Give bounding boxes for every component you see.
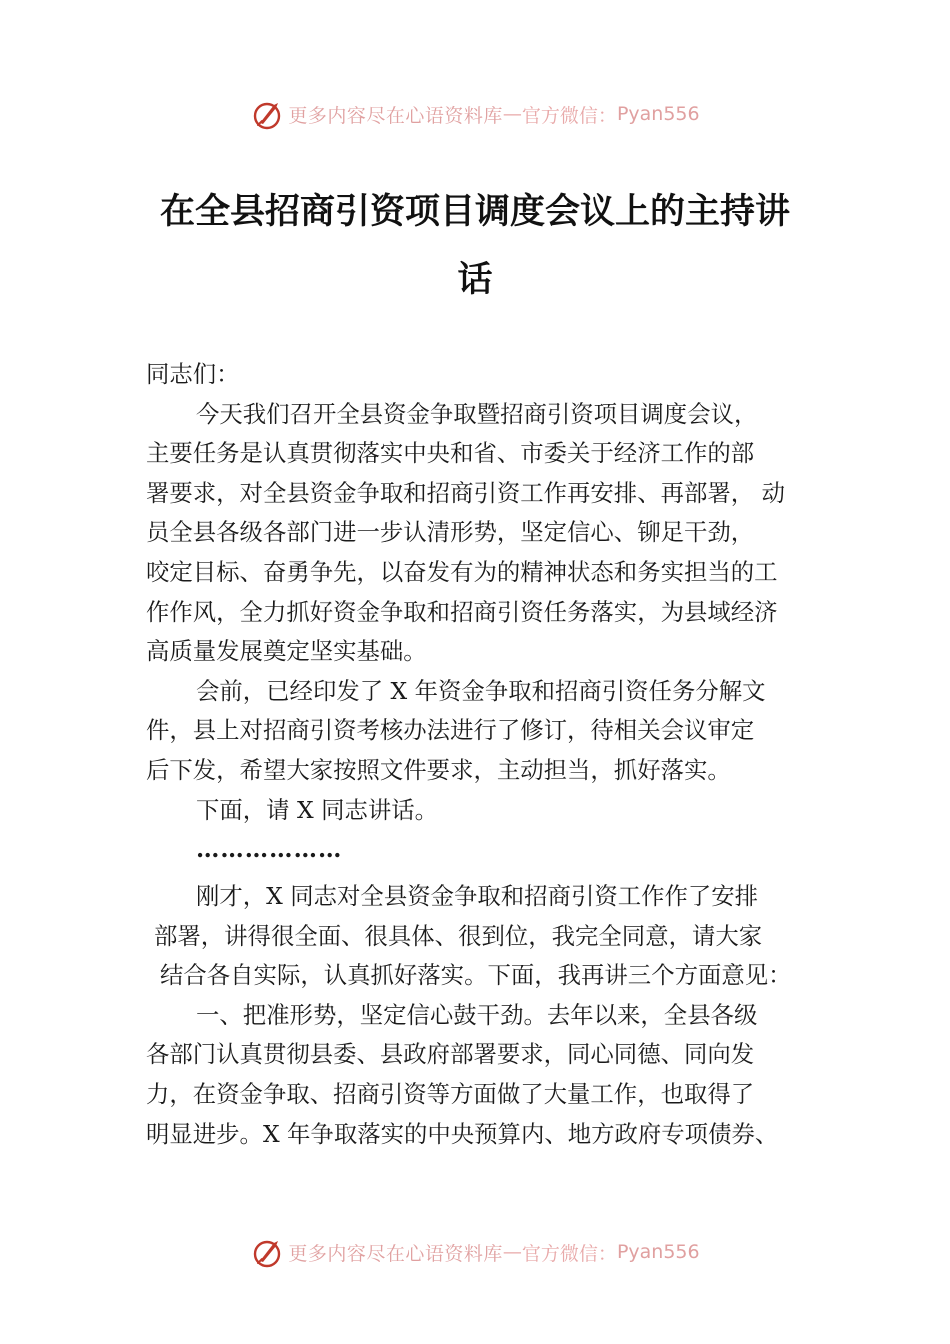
quill-logo-icon <box>250 1235 284 1269</box>
para5-line: 明显进步。X 年争取落实的中央预算内、地方政府专项债券、 <box>146 1119 779 1148</box>
footer-banner-text: 更多内容尽在心语资料库 <box>288 1242 503 1265</box>
para1-line: 咬定目标、奋勇争先，以奋发有为的精神状态和务实担当的工 <box>146 557 778 586</box>
document-title-line-2: 话 <box>457 259 493 300</box>
header-watermark-banner <box>0 94 950 134</box>
footer-banner-dash: — <box>502 1241 522 1263</box>
document-body <box>146 355 826 870</box>
ellipsis-separator: ……………… <box>196 835 343 864</box>
document-body-continued <box>146 877 826 1154</box>
para4-line: 刚才，X 同志对全县资金争取和招商引资工作作了安排 <box>196 882 759 910</box>
para1-line: 署要求，对全县资金争取和招商引资工作再安排、再部署， 动 <box>146 478 785 507</box>
header-banner-text: 更多内容尽在心语资料库 <box>288 104 503 127</box>
header-wechat-id: Pyan556 <box>616 103 700 125</box>
para4-line: 部署，讲得很全面、很具体、很到位，我完全同意，请大家 <box>154 921 763 950</box>
footer-watermark-banner <box>0 1232 950 1272</box>
para1-line: 员全县各级各部门进一步认清形势，坚定信心、铆足干劲， <box>146 518 755 547</box>
quill-logo-icon <box>250 97 284 131</box>
para1-line: 作作风，全力抓好资金争取和招商引资任务落实，为县域经济 <box>146 597 778 626</box>
para1-line: 高质量发展奠定坚实基础。 <box>146 637 427 666</box>
para5-line: 力，在资金争取、招商引资等方面做了大量工作，也取得了 <box>146 1079 755 1108</box>
para2-line: 会前，已经印发了 X 年资金争取和招商引资任务分解文 <box>196 676 766 705</box>
document-title-line-1: 在全县招商引资项目调度会议上的主持讲 <box>159 191 790 232</box>
para2-line: 件，县上对招商引资考核办法进行了修订，待相关会议审定 <box>146 716 755 745</box>
para4-line: 结合各自实际，认真抓好落实。下面，我再讲三个方面意见： <box>160 961 792 990</box>
header-wechat-label: 官方微信： <box>521 104 617 127</box>
para5-line: 各部门认真贯彻县委、县政府部署要求，同心同德、同向发 <box>146 1040 755 1069</box>
para1-line: 主要任务是认真贯彻落实中央和省、市委关于经济工作的部 <box>146 439 755 468</box>
para2-line: 后下发，希望大家按照文件要求，主动担当，抓好落实。 <box>146 755 731 784</box>
footer-wechat-label: 官方微信： <box>521 1242 617 1265</box>
footer-wechat-id: Pyan556 <box>616 1241 700 1263</box>
header-banner-dash: — <box>502 103 522 125</box>
para5-line: 一、把准形势，坚定信心鼓干劲。去年以来，全县各级 <box>196 1000 758 1029</box>
para3-line: 下面，请 X 同志讲话。 <box>196 795 439 824</box>
para1-line: 今天我们召开全县资金争取暨招商引资项目调度会议， <box>196 399 758 428</box>
salutation: 同志们： <box>146 360 240 388</box>
